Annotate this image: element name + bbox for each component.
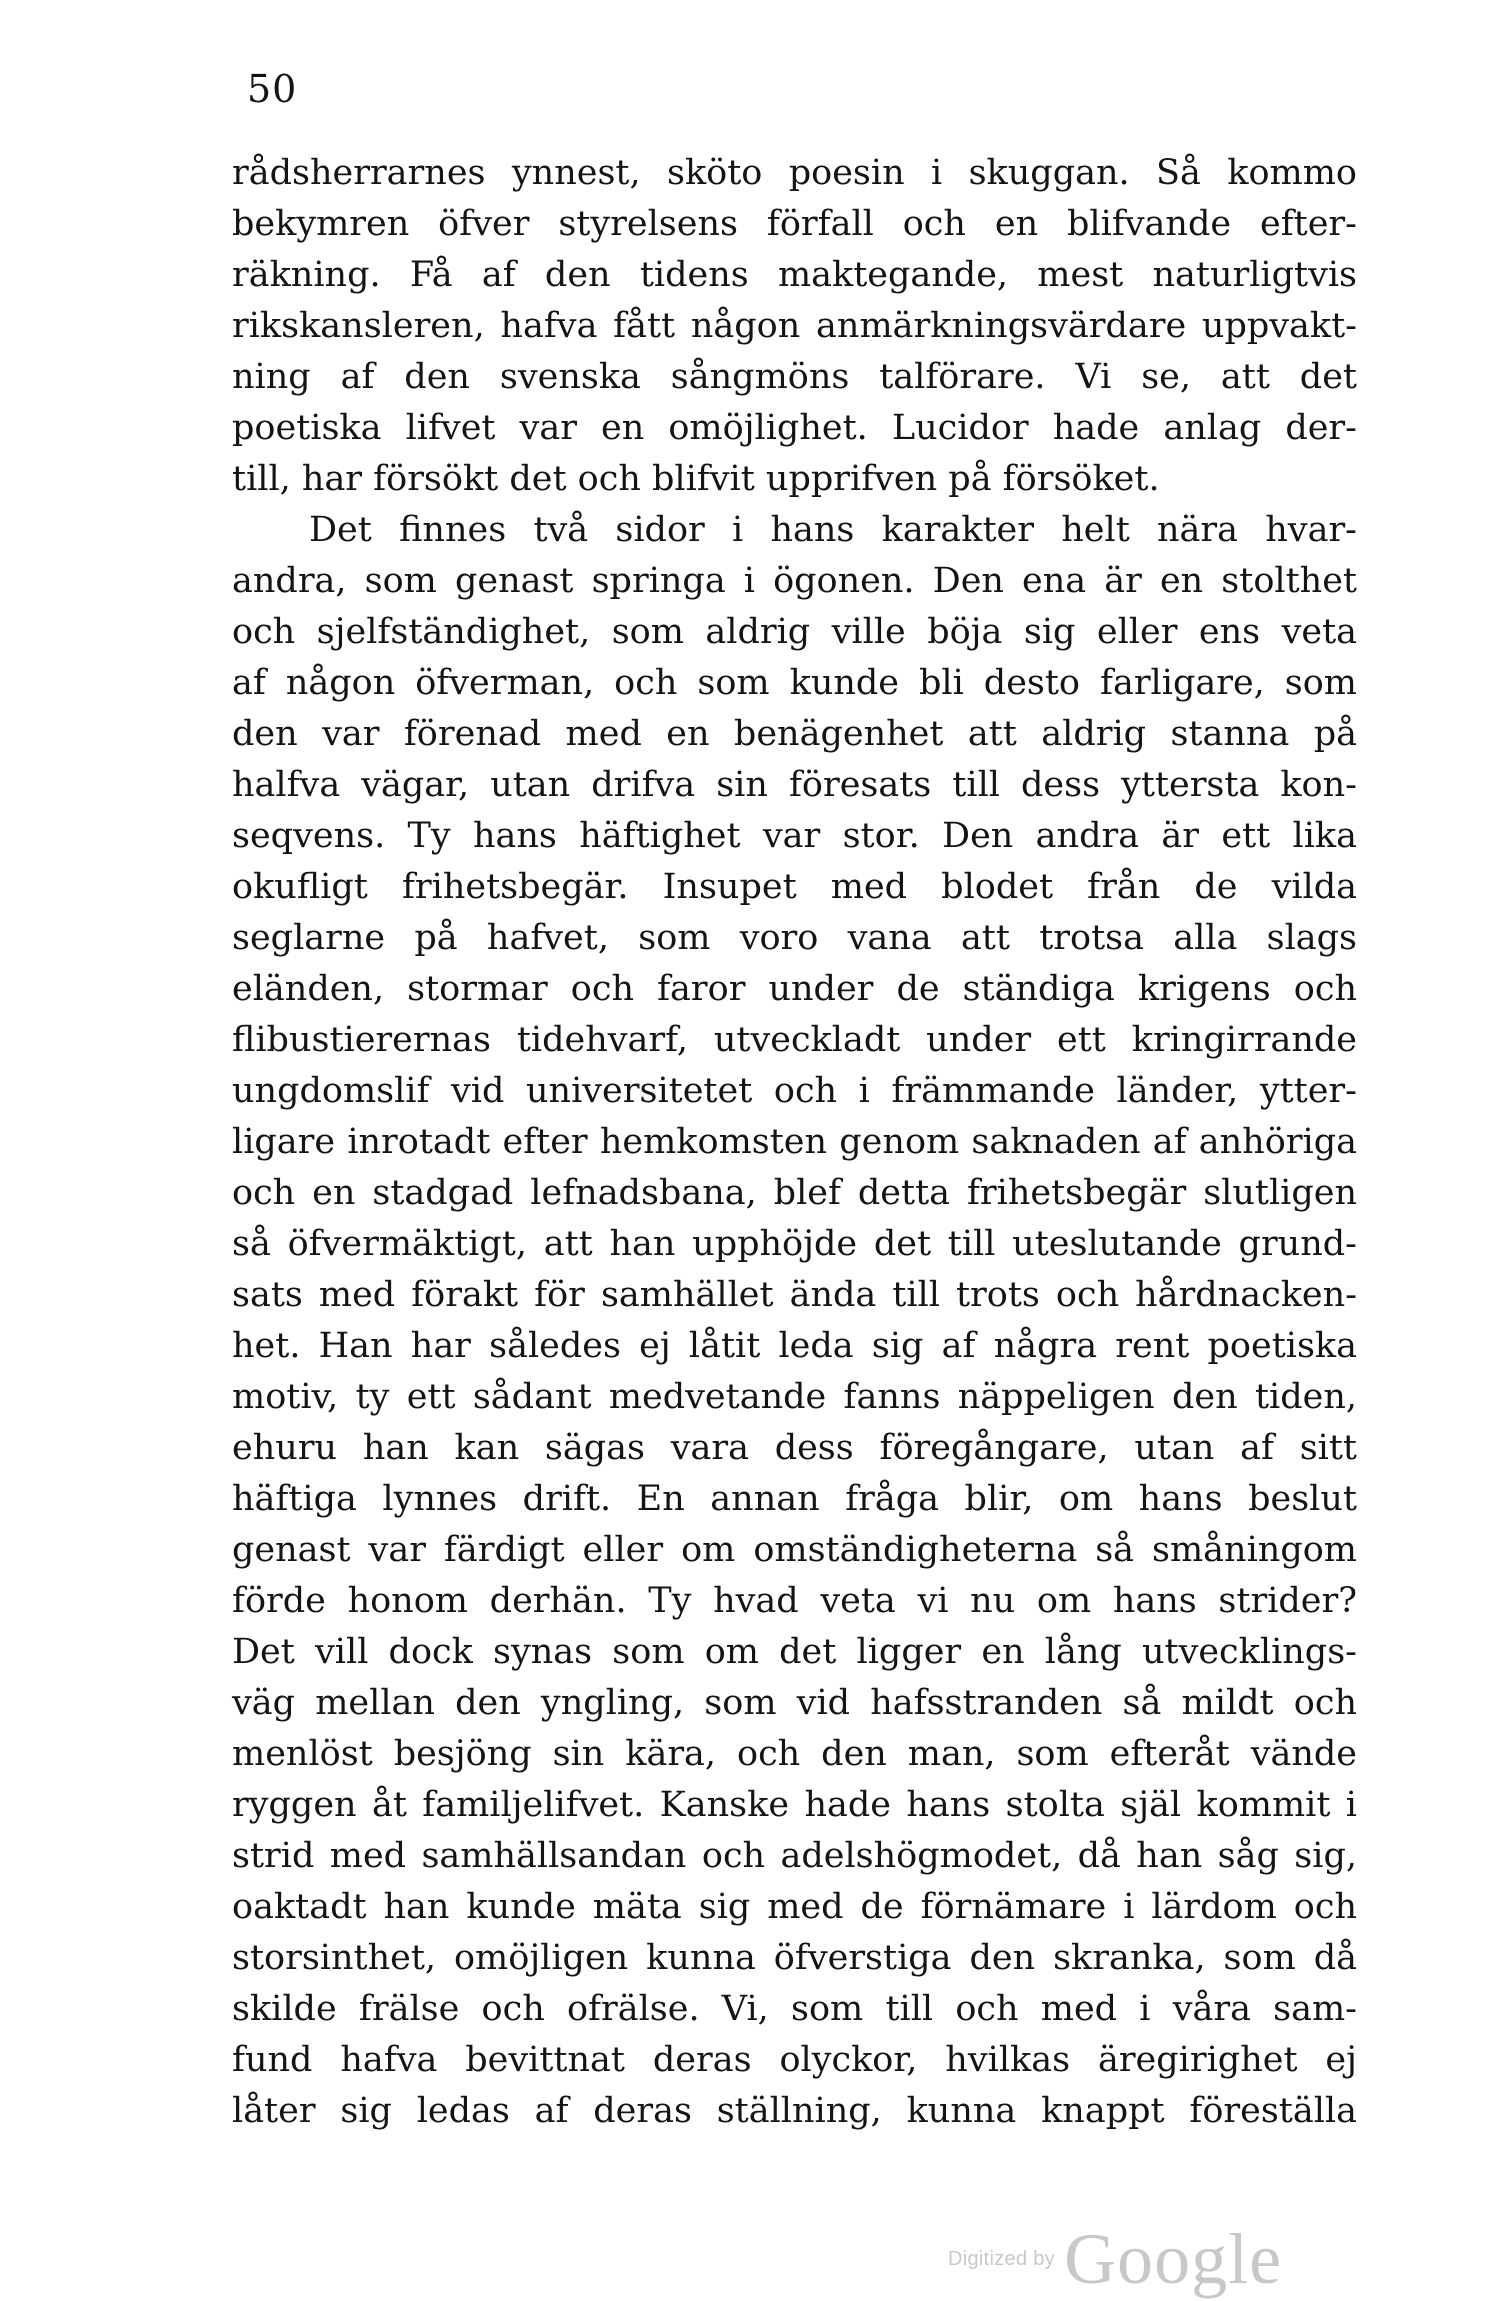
text-line: ryggen åt familjelifvet. Kanske hade hans stolta själ kommit i [232, 1785, 1357, 1825]
text-line: den var förenad med en benägenhet att aldrig stanna på [232, 714, 1357, 754]
text-line: eländen, stormar och faror under de ständiga krigens och [232, 969, 1357, 1009]
text-line: strid med samhällsandan och adelshögmodet, då han såg sig, [232, 1836, 1357, 1876]
text-line: rikskansleren, hafva fått någon anmärkningsvärdare uppvakt- [232, 306, 1357, 346]
text-line: så öfvermäktigt, att han upphöjde det till uteslutande grund- [232, 1224, 1357, 1264]
paragraph-start-line: Det finnes två sidor i hans karakter helt nära hvar- [309, 510, 1357, 550]
digitized-by-google-watermark [948, 2218, 1282, 2301]
text-line: sats med förakt för samhället ända till trots och hårdnacken- [232, 1275, 1357, 1315]
text-line: ehuru han kan sägas vara dess föregångare, utan af sitt [232, 1428, 1357, 1468]
watermark-prefix: Digitized by [948, 2248, 1055, 2270]
text-line: väg mellan den yngling, som vid hafsstranden så mildt och [232, 1683, 1357, 1723]
text-line: räkning. Få af den tidens maktegande, mest naturligtvis [232, 255, 1357, 295]
text-line: skilde frälse och ofrälse. Vi, som till och med i våra sam- [232, 1989, 1357, 2029]
text-line: seglarne på hafvet, som voro vana att trotsa alla slags [232, 918, 1357, 958]
text-line: rådsherrarnes ynnest, sköto poesin i skuggan. Så kommo [232, 153, 1357, 193]
text-line: motiv, ty ett sådant medvetande fanns näppeligen den tiden, [232, 1377, 1357, 1417]
text-line: förde honom derhän. Ty hvad veta vi nu om hans strider? [232, 1581, 1357, 1621]
text-line: halfva vägar, utan drifva sin föresats till dess yttersta kon- [232, 765, 1357, 805]
text-line: andra, som genast springa i ögonen. Den ena är en stolthet [232, 561, 1357, 601]
text-line: af någon öfverman, och som kunde bli desto farligare, som [232, 663, 1357, 703]
text-line: ligare inrotadt efter hemkomsten genom saknaden af anhöriga [232, 1122, 1357, 1162]
text-line: och sjelfständighet, som aldrig ville böja sig eller ens veta [232, 612, 1357, 652]
text-line: och en stadgad lefnadsbana, blef detta frihetsbegär slutligen [232, 1173, 1357, 1213]
text-line: ning af den svenska sångmöns talförare. Vi se, att det [232, 357, 1357, 397]
text-line: storsinthet, omöjligen kunna öfverstiga den skranka, som då [232, 1938, 1357, 1978]
text-line: menlöst besjöng sin kära, och den man, som efteråt vände [232, 1734, 1357, 1774]
text-line: genast var färdigt eller om omständigheterna så småningom [232, 1530, 1357, 1570]
text-line: Det vill dock synas som om det ligger en lång utvecklings- [232, 1632, 1357, 1672]
text-line: okufligt frihetsbegär. Insupet med blodet från de vilda [232, 867, 1357, 907]
text-line: flibustierernas tidehvarf, utveckladt under ett kringirrande [232, 1020, 1357, 1060]
page-number: 50 [247, 67, 298, 111]
text-line: låter sig ledas af deras ställning, kunna knappt föreställa [232, 2091, 1357, 2131]
text-line: seqvens. Ty hans häftighet var stor. Den andra är ett lika [232, 816, 1357, 856]
text-line: oaktadt han kunde mäta sig med de förnämare i lärdom och [232, 1887, 1357, 1927]
text-line: fund hafva bevittnat deras olyckor, hvilkas äregirighet ej [232, 2040, 1357, 2080]
text-line: bekymren öfver styrelsens förfall och en blifvande efter- [232, 204, 1357, 244]
text-line: häftiga lynnes drift. En annan fråga blir, om hans beslut [232, 1479, 1357, 1519]
text-line: till, har försökt det och blifvit upprifven på försöket. [232, 459, 1160, 499]
text-line: ungdomslif vid universitetet och i främmande länder, ytter- [232, 1071, 1357, 1111]
page-body-text [232, 148, 1357, 2137]
text-line: het. Han har således ej låtit leda sig af några rent poetiska [232, 1326, 1357, 1366]
text-line: poetiska lifvet var en omöjlighet. Lucidor hade anlag der- [232, 408, 1357, 448]
google-logo: Google [1064, 2219, 1283, 2299]
